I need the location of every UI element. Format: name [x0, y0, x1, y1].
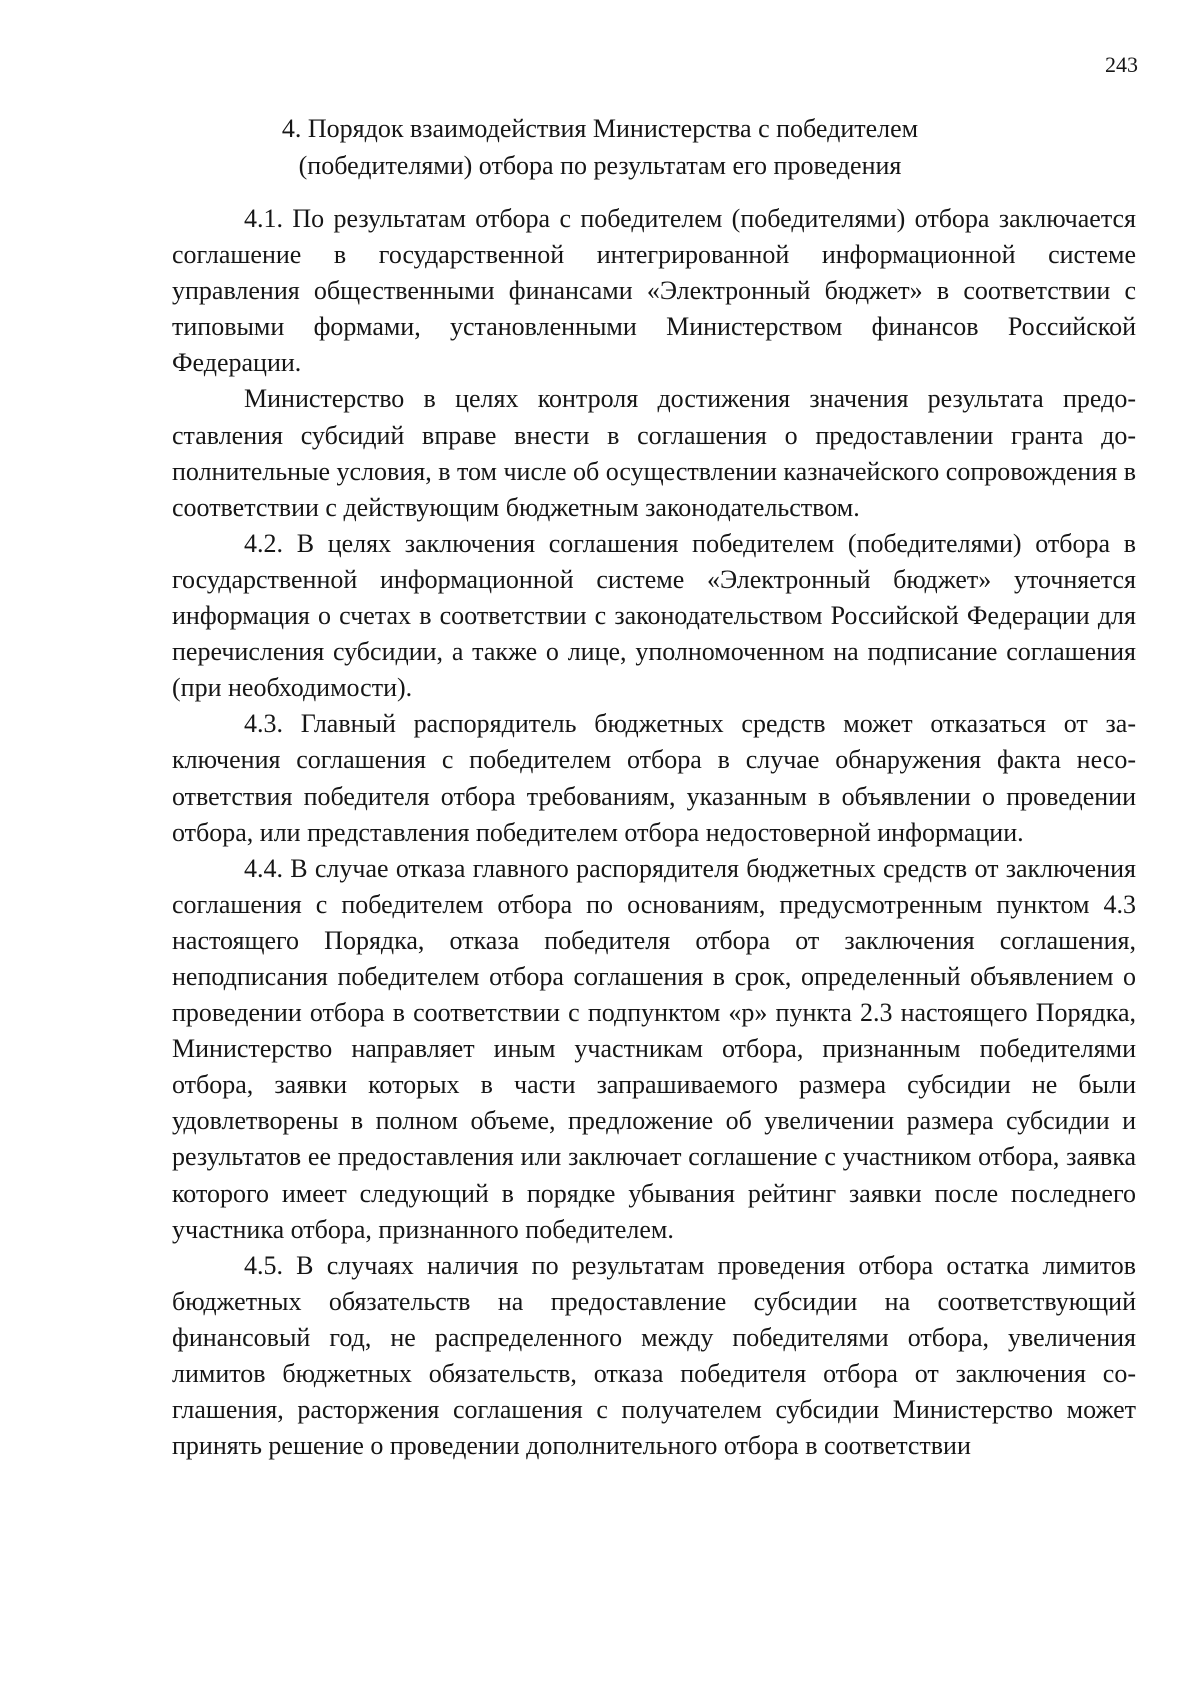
paragraph-4-5: 4.5. В случаях наличия по результатам проведения отбора остатка лимитов бюджетных обязательств на предоставление субсидии на соответствующий финансовый год, не распределенного между победителями отбора, увеличения лимитов бюджетных обязательств, отказа победителя отбора от заключения соглашения, расторжения соглашения с получателем субсидии Министерство может принять решение о проведении дополнительного отбора в соответствии: [172, 1250, 1136, 1461]
page-number: 243: [1105, 52, 1138, 77]
paragraph-4-1: 4.1. По результатам отбора с победителем (победителями) отбора заключается соглашение в государственной интегрированной информационной системе управления общественными финансами «Электронный бюджет» в соответствии с типовыми формами, установленными Министерством финансов Российской Федерации.: [172, 204, 1136, 378]
document-body: [172, 201, 1136, 1464]
paragraph-4-2: 4.2. В целях заключения соглашения победителем (победителями) отбора в государственной информационной системе «Электронный бюджет» уточняется информация о счетах в соответствии с законодательством Российской Федерации для перечисления субсидии, а также о лице, уполномоченном на подписание соглашения (при необходимости).: [172, 528, 1136, 703]
paragraph-4-3: 4.3. Главный распорядитель бюджетных средств может отказаться от заключения соглашения с победителем отбора в случае обнаружения факта несоответствия победителя отбора требованиям, указанным в объявлении о проведении отбора, или представления победителем отбора недостоверной информации.: [172, 709, 1136, 847]
section-heading-line-2: (победителями) отбора по результатам его проведения: [298, 151, 902, 180]
paragraph-4-4: 4.4. В случае отказа главного распорядителя бюджетных средств от заключения соглашения с победителем отбора по основаниям, предусмотренным пунктом 4.3 настоящего Порядка, отказа победителя отбора от заключения соглашения, неподписания победителем отбора соглашения в срок, определенный объявлением о проведении отбора в соответствии с подпунктом «р» пункта 2.3 настоящего Порядка, Министерство направляет иным участникам отбора, признанным победителями отбора, заявки которых в части запрашиваемого размера субсидии не были удовлетворены в полном объеме, предложение об увеличении размера субсидии и результатов ее предоставления или заключает соглашение с участником отбора, заявка которого имеет следующий в порядке убывания рейтинг заявки после последнего участника отбора, признанного победителем.: [172, 853, 1136, 1244]
section-heading-line-1: 4. Порядок взаимодействия Министерства с победителем: [281, 114, 919, 143]
paragraph-4-1-continued: Министерство в целях контроля достижения значения результата предоставления субсидий вправе внести в соглашения о предоставлении гранта дополнительные условия, в том числе об осуществлении казначейского сопровождения в соответствии с действующим бюджетным законодательством.: [172, 384, 1136, 522]
section-heading: [150, 110, 1050, 184]
